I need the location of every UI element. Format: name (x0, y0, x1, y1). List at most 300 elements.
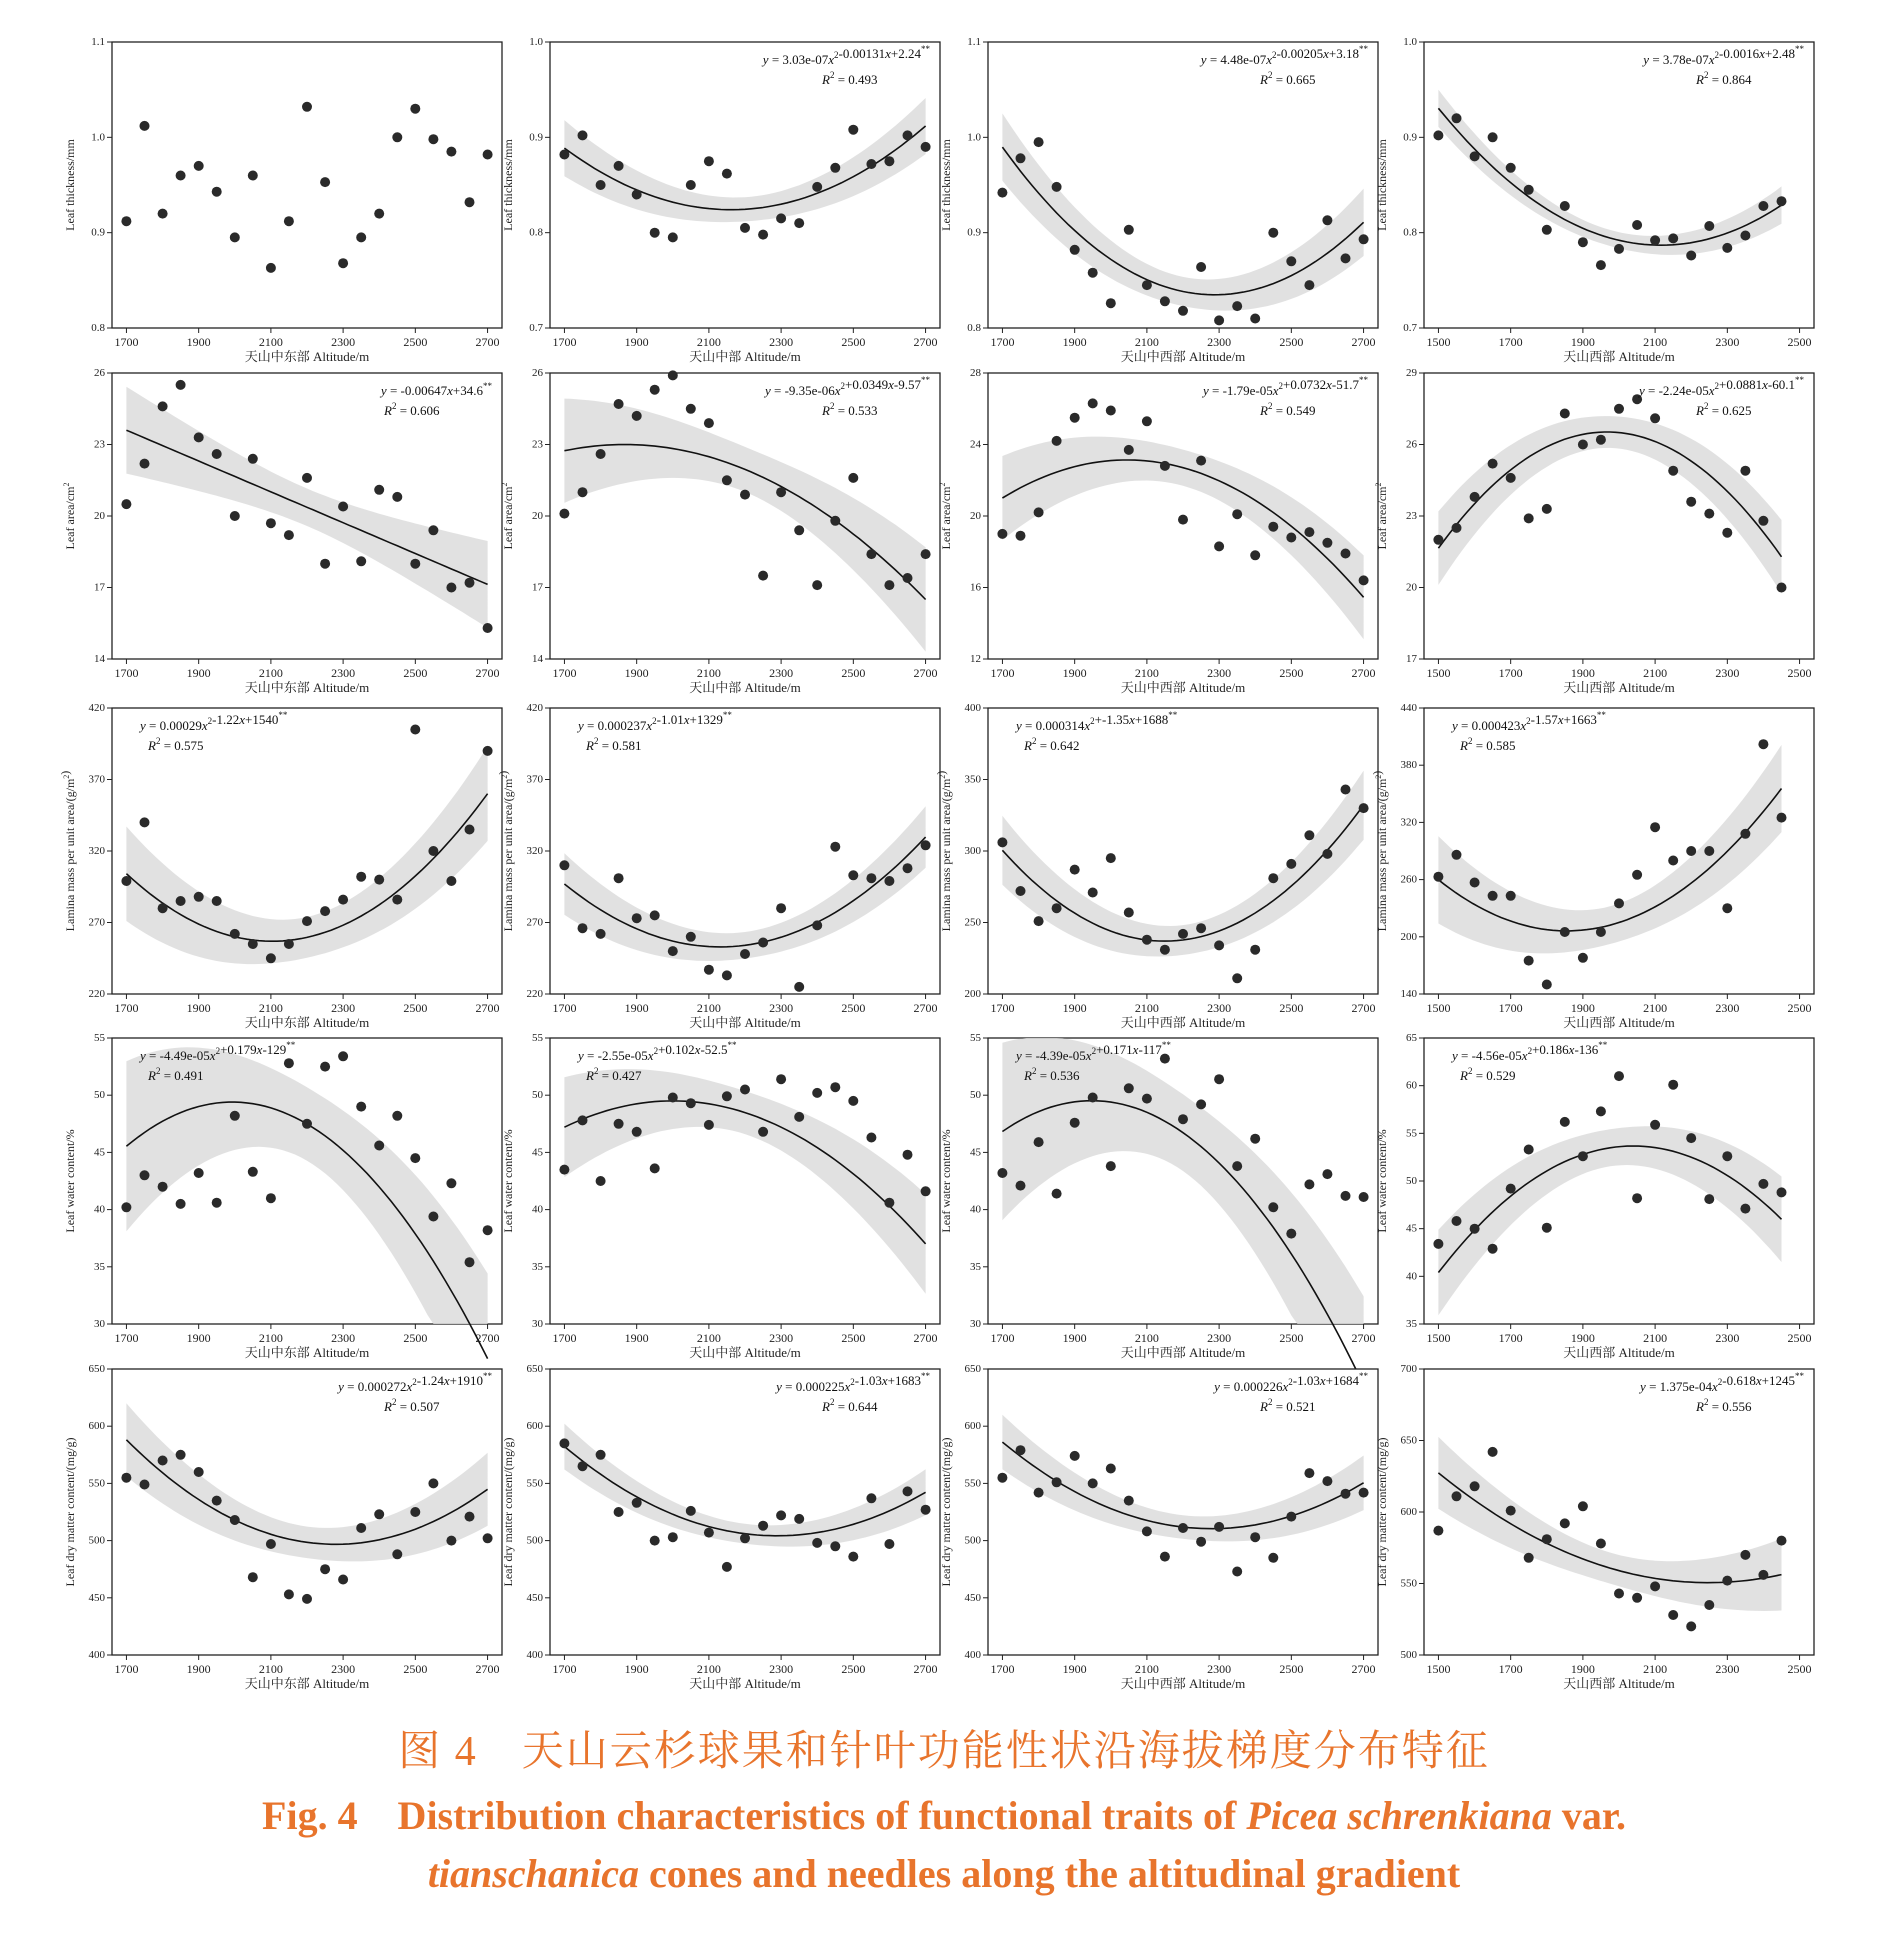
data-point (704, 156, 714, 166)
x-axis-label: 天山中西部 Altitude/m (1120, 1676, 1246, 1691)
x-tick-label: 2100 (1134, 335, 1159, 349)
data-point (356, 556, 366, 566)
data-point (740, 1085, 750, 1095)
data-point (794, 218, 804, 228)
data-point (668, 1532, 678, 1542)
data-point (1250, 550, 1260, 560)
y-axis-label: Leaf water content/% (63, 1129, 77, 1233)
chart-panel-r5c4 (1375, 1363, 1814, 1691)
data-point (997, 529, 1007, 539)
data-point (1524, 513, 1534, 523)
data-point (320, 559, 330, 569)
y-axis-label: Leaf dry matter content/(mg/g) (1375, 1437, 1389, 1587)
fit-equation: $y = -1.79e-05x^2+0.0732x-51.7^{**}$ (1202, 375, 1368, 398)
data-point (1106, 853, 1116, 863)
data-point (884, 876, 894, 886)
x-tick-label: 2500 (841, 1331, 866, 1345)
fit-equation: $y = 3.78e-07x^2-0.0016x+2.48^{**}$ (1643, 44, 1804, 67)
data-point (1614, 1071, 1624, 1081)
x-tick-label: 2500 (1279, 1001, 1304, 1015)
data-point (1359, 1488, 1369, 1498)
data-point (722, 475, 732, 485)
x-axis-label: 天山中东部 Altitude/m (244, 1345, 370, 1360)
y-tick-label: 0.9 (91, 226, 105, 239)
data-point (1232, 1161, 1242, 1171)
data-point (1488, 1447, 1498, 1457)
data-point (1560, 201, 1570, 211)
data-point (921, 142, 931, 152)
r-squared: $R^2 = 0.549$ (1260, 401, 1316, 418)
data-point (1650, 822, 1660, 832)
y-tick-label: 600 (1400, 1506, 1417, 1518)
x-tick-label: 2100 (1643, 1001, 1668, 1015)
data-point (884, 1539, 894, 1549)
x-tick-label: 1700 (990, 1662, 1015, 1676)
data-point (1560, 409, 1570, 419)
data-point (212, 187, 222, 197)
data-point (302, 102, 312, 112)
data-point (194, 161, 204, 171)
r-squared: $R^2 = 0.864$ (1696, 70, 1752, 87)
chart-panel-r4c3 (939, 1032, 1378, 1385)
x-tick-label: 2300 (331, 666, 356, 680)
data-point (1359, 234, 1369, 244)
data-point (686, 180, 696, 190)
fit-equation: $y = 0.00029x^2-1.22x+1540^{**}$ (140, 710, 288, 733)
x-tick-label: 2500 (1787, 666, 1812, 680)
y-tick-label: 650 (526, 1363, 543, 1375)
x-tick-label: 2700 (475, 1001, 500, 1015)
r-squared: $R^2 = 0.536$ (1024, 1066, 1080, 1083)
data-point (1433, 1526, 1443, 1536)
data-point (1578, 1151, 1588, 1161)
x-tick-label: 2300 (1715, 666, 1740, 680)
data-point (1488, 459, 1498, 469)
data-point (1650, 413, 1660, 423)
x-tick-label: 2100 (1134, 666, 1159, 680)
x-tick-label: 1700 (552, 335, 577, 349)
data-point (596, 180, 606, 190)
x-tick-label: 2300 (1715, 1001, 1740, 1015)
data-point (1341, 1489, 1351, 1499)
y-tick-label: 650 (1400, 1434, 1417, 1447)
data-point (1070, 413, 1080, 423)
data-point (1668, 466, 1678, 476)
x-tick-label: 1700 (114, 1662, 139, 1676)
data-point (1596, 260, 1606, 270)
data-point (812, 580, 822, 590)
data-point (284, 1058, 294, 1068)
data-point (1758, 201, 1768, 211)
data-point (248, 454, 258, 464)
data-point (1052, 182, 1062, 192)
data-point (1777, 813, 1787, 823)
y-tick-label: 550 (88, 1477, 105, 1490)
y-tick-label: 0.9 (529, 131, 543, 144)
data-point (866, 1493, 876, 1503)
y-axis-label: Leaf water content/% (939, 1129, 953, 1233)
y-axis-label: Leaf thickness/mm (939, 139, 953, 231)
y-tick-label: 35 (1406, 1318, 1417, 1330)
x-tick-label: 1700 (990, 1331, 1015, 1345)
data-point (559, 509, 569, 519)
y-tick-label: 200 (964, 988, 981, 1000)
data-point (1070, 1451, 1080, 1461)
y-tick-label: 23 (532, 438, 543, 451)
data-point (1506, 891, 1516, 901)
data-point (1034, 137, 1044, 147)
data-point (302, 473, 312, 483)
x-tick-label: 2700 (475, 1662, 500, 1676)
fit-equation: $y = 1.375e-04x^2-0.618x+1245^{**}$ (1640, 1371, 1804, 1394)
x-tick-label: 2700 (475, 1331, 500, 1345)
chart-panel-r1c4 (1375, 36, 1814, 364)
data-point (230, 1515, 240, 1525)
data-point (1777, 1187, 1787, 1197)
data-point (1268, 873, 1278, 883)
x-axis-label: 天山中部 Altitude/m (689, 1015, 801, 1030)
data-point (1214, 1522, 1224, 1532)
data-point (559, 1165, 569, 1175)
y-tick-label: 400 (964, 702, 981, 714)
x-tick-label: 1700 (990, 666, 1015, 680)
data-point (776, 1510, 786, 1520)
x-tick-label: 1700 (1498, 666, 1523, 680)
data-point (614, 161, 624, 171)
data-point (921, 549, 931, 559)
fit-equation: $y = 3.03e-07x^2-0.00131x+2.24^{**}$ (762, 44, 930, 67)
y-tick-label: 17 (532, 581, 543, 594)
data-point (848, 473, 858, 483)
data-point (266, 1539, 276, 1549)
data-point (1578, 440, 1588, 450)
x-tick-label: 2500 (403, 1662, 428, 1676)
data-point (812, 1088, 822, 1098)
y-tick-label: 35 (94, 1260, 105, 1273)
x-tick-label: 2500 (841, 666, 866, 680)
r-squared: $R^2 = 0.585$ (1460, 736, 1516, 753)
y-tick-label: 50 (532, 1089, 543, 1102)
data-point (704, 1120, 714, 1130)
data-point (1016, 531, 1026, 541)
data-point (410, 104, 420, 114)
data-point (1722, 528, 1732, 538)
data-point (632, 411, 642, 421)
x-tick-label: 2100 (696, 1662, 721, 1676)
data-point (140, 459, 150, 469)
data-point (1704, 846, 1714, 856)
chart-panel-r2c4 (1374, 367, 1814, 695)
chart-panel-r4c1 (63, 1032, 502, 1360)
data-point (1650, 1581, 1660, 1591)
data-point (1632, 1593, 1642, 1603)
x-tick-label: 2300 (331, 335, 356, 349)
data-point (410, 1507, 420, 1517)
r-squared: $R^2 = 0.493$ (822, 70, 878, 87)
data-point (559, 860, 569, 870)
data-point (776, 1074, 786, 1084)
r-squared: $R^2 = 0.575$ (148, 736, 204, 753)
data-point (410, 1153, 420, 1163)
caption-en-suffix: cones and needles along the altitudinal gradient (638, 1851, 1461, 1896)
data-point (248, 1572, 258, 1582)
data-point (596, 1176, 606, 1186)
data-point (794, 982, 804, 992)
x-tick-label: 1900 (624, 1662, 649, 1676)
chart-panel-r4c4 (1375, 1032, 1814, 1360)
x-tick-label: 1900 (1062, 1001, 1087, 1015)
x-tick-label: 2300 (1715, 335, 1740, 349)
data-point (1286, 533, 1296, 543)
x-tick-label: 2300 (769, 335, 794, 349)
y-tick-label: 450 (526, 1591, 543, 1604)
data-point (1452, 850, 1462, 860)
x-tick-label: 1900 (624, 1331, 649, 1345)
data-point (1704, 1194, 1714, 1204)
r-squared: $R^2 = 0.491$ (148, 1066, 204, 1083)
x-tick-label: 2300 (769, 1001, 794, 1015)
data-point (1488, 891, 1498, 901)
data-point (1506, 163, 1516, 173)
data-point (1542, 980, 1552, 990)
chart-panel-r3c4 (1370, 702, 1814, 1030)
data-point (1088, 1093, 1098, 1103)
data-point (866, 873, 876, 883)
data-point (1016, 1181, 1026, 1191)
y-tick-label: 45 (94, 1146, 105, 1159)
data-point (194, 432, 204, 442)
data-point (1052, 1189, 1062, 1199)
data-point (428, 1212, 438, 1222)
data-point (1196, 456, 1206, 466)
data-point (1124, 1083, 1134, 1093)
data-point (465, 825, 475, 835)
data-point (794, 525, 804, 535)
x-tick-label: 2300 (1715, 1662, 1740, 1676)
x-tick-label: 1900 (1062, 1331, 1087, 1345)
y-tick-label: 400 (88, 1649, 105, 1661)
data-point (1322, 215, 1332, 225)
x-tick-label: 2700 (475, 666, 500, 680)
data-point (740, 1533, 750, 1543)
y-tick-label: 50 (970, 1089, 981, 1102)
data-point (1250, 1134, 1260, 1144)
r-squared: $R^2 = 0.644$ (822, 1397, 878, 1414)
data-point (1470, 1224, 1480, 1234)
x-tick-label: 1500 (1426, 1331, 1451, 1345)
x-axis-label: 天山中东部 Altitude/m (244, 349, 370, 364)
x-tick-label: 2500 (1787, 1001, 1812, 1015)
y-tick-label: 0.7 (1403, 322, 1417, 334)
caption-english-line1 (0, 1784, 1888, 1841)
x-tick-label: 1900 (186, 335, 211, 349)
fit-equation: $y = 0.000314x^2+-1.35x+1688^{**}$ (1016, 710, 1178, 733)
data-point (1124, 445, 1134, 455)
x-tick-label: 2500 (841, 335, 866, 349)
data-point (614, 399, 624, 409)
data-point (121, 499, 131, 509)
x-axis-label: 天山中西部 Altitude/m (1120, 680, 1246, 695)
y-tick-label: 29 (1406, 367, 1417, 379)
data-point (374, 1509, 384, 1519)
data-point (704, 965, 714, 975)
data-point (266, 518, 276, 528)
y-tick-label: 600 (88, 1420, 105, 1433)
x-axis-label: 天山西部 Altitude/m (1563, 1676, 1675, 1691)
data-point (194, 892, 204, 902)
data-point (446, 147, 456, 157)
y-tick-label: 450 (88, 1591, 105, 1604)
data-point (338, 258, 348, 268)
data-point (446, 583, 456, 593)
x-tick-label: 1900 (1570, 1001, 1595, 1015)
y-axis-label: Lamina mass per unit area/$(g/m^2)$ (58, 770, 77, 932)
r-squared: $R^2 = 0.521$ (1260, 1397, 1316, 1414)
data-point (1777, 196, 1787, 206)
y-tick-label: 250 (964, 916, 981, 929)
x-tick-label: 1900 (1570, 1662, 1595, 1676)
data-point (632, 913, 642, 923)
data-point (830, 1541, 840, 1551)
data-point (668, 232, 678, 242)
data-point (1614, 1589, 1624, 1599)
data-point (1034, 507, 1044, 517)
x-tick-label: 2300 (331, 1001, 356, 1015)
y-tick-label: 320 (526, 845, 543, 857)
data-point (1560, 1117, 1570, 1127)
x-tick-label: 2700 (1351, 1662, 1376, 1676)
y-axis-label: Lamina mass per unit area/$(g/m^2)$ (496, 770, 515, 932)
data-point (559, 150, 569, 160)
data-point (1488, 132, 1498, 142)
data-point (1506, 1184, 1516, 1194)
x-tick-label: 1700 (552, 1001, 577, 1015)
chart-panel-r2c3 (938, 367, 1378, 695)
data-point (758, 230, 768, 240)
data-point (1052, 903, 1062, 913)
data-point (392, 1111, 402, 1121)
y-tick-label: 40 (532, 1203, 543, 1216)
x-tick-label: 2500 (1279, 666, 1304, 680)
data-point (356, 1102, 366, 1112)
x-tick-label: 2300 (1207, 335, 1232, 349)
y-tick-label: 650 (964, 1363, 981, 1375)
chart-panel-r3c1 (58, 702, 502, 1030)
data-point (266, 1193, 276, 1203)
x-tick-label: 2300 (1207, 1001, 1232, 1015)
data-point (410, 559, 420, 569)
data-point (1016, 153, 1026, 163)
x-tick-label: 1700 (114, 335, 139, 349)
x-tick-label: 2700 (913, 335, 938, 349)
x-tick-label: 1500 (1426, 335, 1451, 349)
data-point (428, 525, 438, 535)
data-point (776, 487, 786, 497)
data-point (1232, 973, 1242, 983)
data-point (158, 401, 168, 411)
y-tick-label: 380 (1400, 759, 1417, 772)
x-tick-label: 2700 (475, 335, 500, 349)
y-tick-label: 40 (94, 1203, 105, 1216)
x-tick-label: 1700 (1498, 1001, 1523, 1015)
data-point (483, 1533, 493, 1543)
r-squared: $R^2 = 0.642$ (1024, 736, 1080, 753)
y-tick-label: 45 (1406, 1222, 1417, 1235)
y-tick-label: 26 (1406, 438, 1417, 451)
data-point (176, 171, 186, 181)
data-point (1614, 404, 1624, 414)
data-point (1322, 849, 1332, 859)
data-point (1524, 956, 1534, 966)
data-point (176, 1450, 186, 1460)
data-point (1016, 1445, 1026, 1455)
data-point (740, 949, 750, 959)
data-point (740, 223, 750, 233)
y-tick-label: 0.8 (91, 322, 105, 334)
x-tick-label: 1700 (1498, 1662, 1523, 1676)
data-point (921, 1186, 931, 1196)
data-point (266, 953, 276, 963)
x-tick-label: 1900 (186, 1001, 211, 1015)
y-axis-label: Leaf area/$cm^2$ (1374, 482, 1389, 550)
y-tick-label: 320 (1400, 816, 1417, 829)
y-axis-label: Leaf thickness/mm (63, 139, 77, 231)
data-point (248, 939, 258, 949)
data-point (758, 1521, 768, 1531)
y-tick-label: 55 (970, 1032, 981, 1044)
data-point (230, 929, 240, 939)
x-tick-label: 2100 (1643, 1331, 1668, 1345)
y-tick-label: 450 (964, 1591, 981, 1604)
data-point (465, 197, 475, 207)
data-point (1088, 398, 1098, 408)
data-point (1704, 1600, 1714, 1610)
data-point (1506, 1506, 1516, 1516)
data-point (140, 817, 150, 827)
data-point (121, 1473, 131, 1483)
data-point (1142, 416, 1152, 426)
data-point (578, 130, 588, 140)
x-tick-label: 2100 (696, 1001, 721, 1015)
data-point (1124, 908, 1134, 918)
data-point (1433, 130, 1443, 140)
data-point (1322, 1169, 1332, 1179)
data-point (1268, 1553, 1278, 1563)
data-point (1214, 541, 1224, 551)
x-tick-label: 1700 (552, 666, 577, 680)
y-tick-label: 400 (526, 1649, 543, 1661)
data-point (812, 920, 822, 930)
data-point (830, 516, 840, 526)
fit-equation: $y = -4.39e-05x^2+0.171x-117^{**}$ (1016, 1040, 1171, 1063)
y-tick-label: 55 (532, 1032, 543, 1044)
data-point (1686, 251, 1696, 261)
data-point (596, 449, 606, 459)
chart-panel-r1c3 (939, 36, 1378, 364)
y-tick-label: 23 (94, 438, 105, 451)
y-tick-label: 270 (88, 916, 105, 929)
y-tick-label: 60 (1406, 1079, 1417, 1092)
x-tick-label: 1900 (624, 1001, 649, 1015)
data-point (284, 1589, 294, 1599)
data-point (428, 134, 438, 144)
data-point (1268, 228, 1278, 238)
data-point (848, 1096, 858, 1106)
x-axis-label: 天山西部 Altitude/m (1563, 680, 1675, 695)
data-point (1286, 1512, 1296, 1522)
data-point (1088, 888, 1098, 898)
data-point (650, 228, 660, 238)
